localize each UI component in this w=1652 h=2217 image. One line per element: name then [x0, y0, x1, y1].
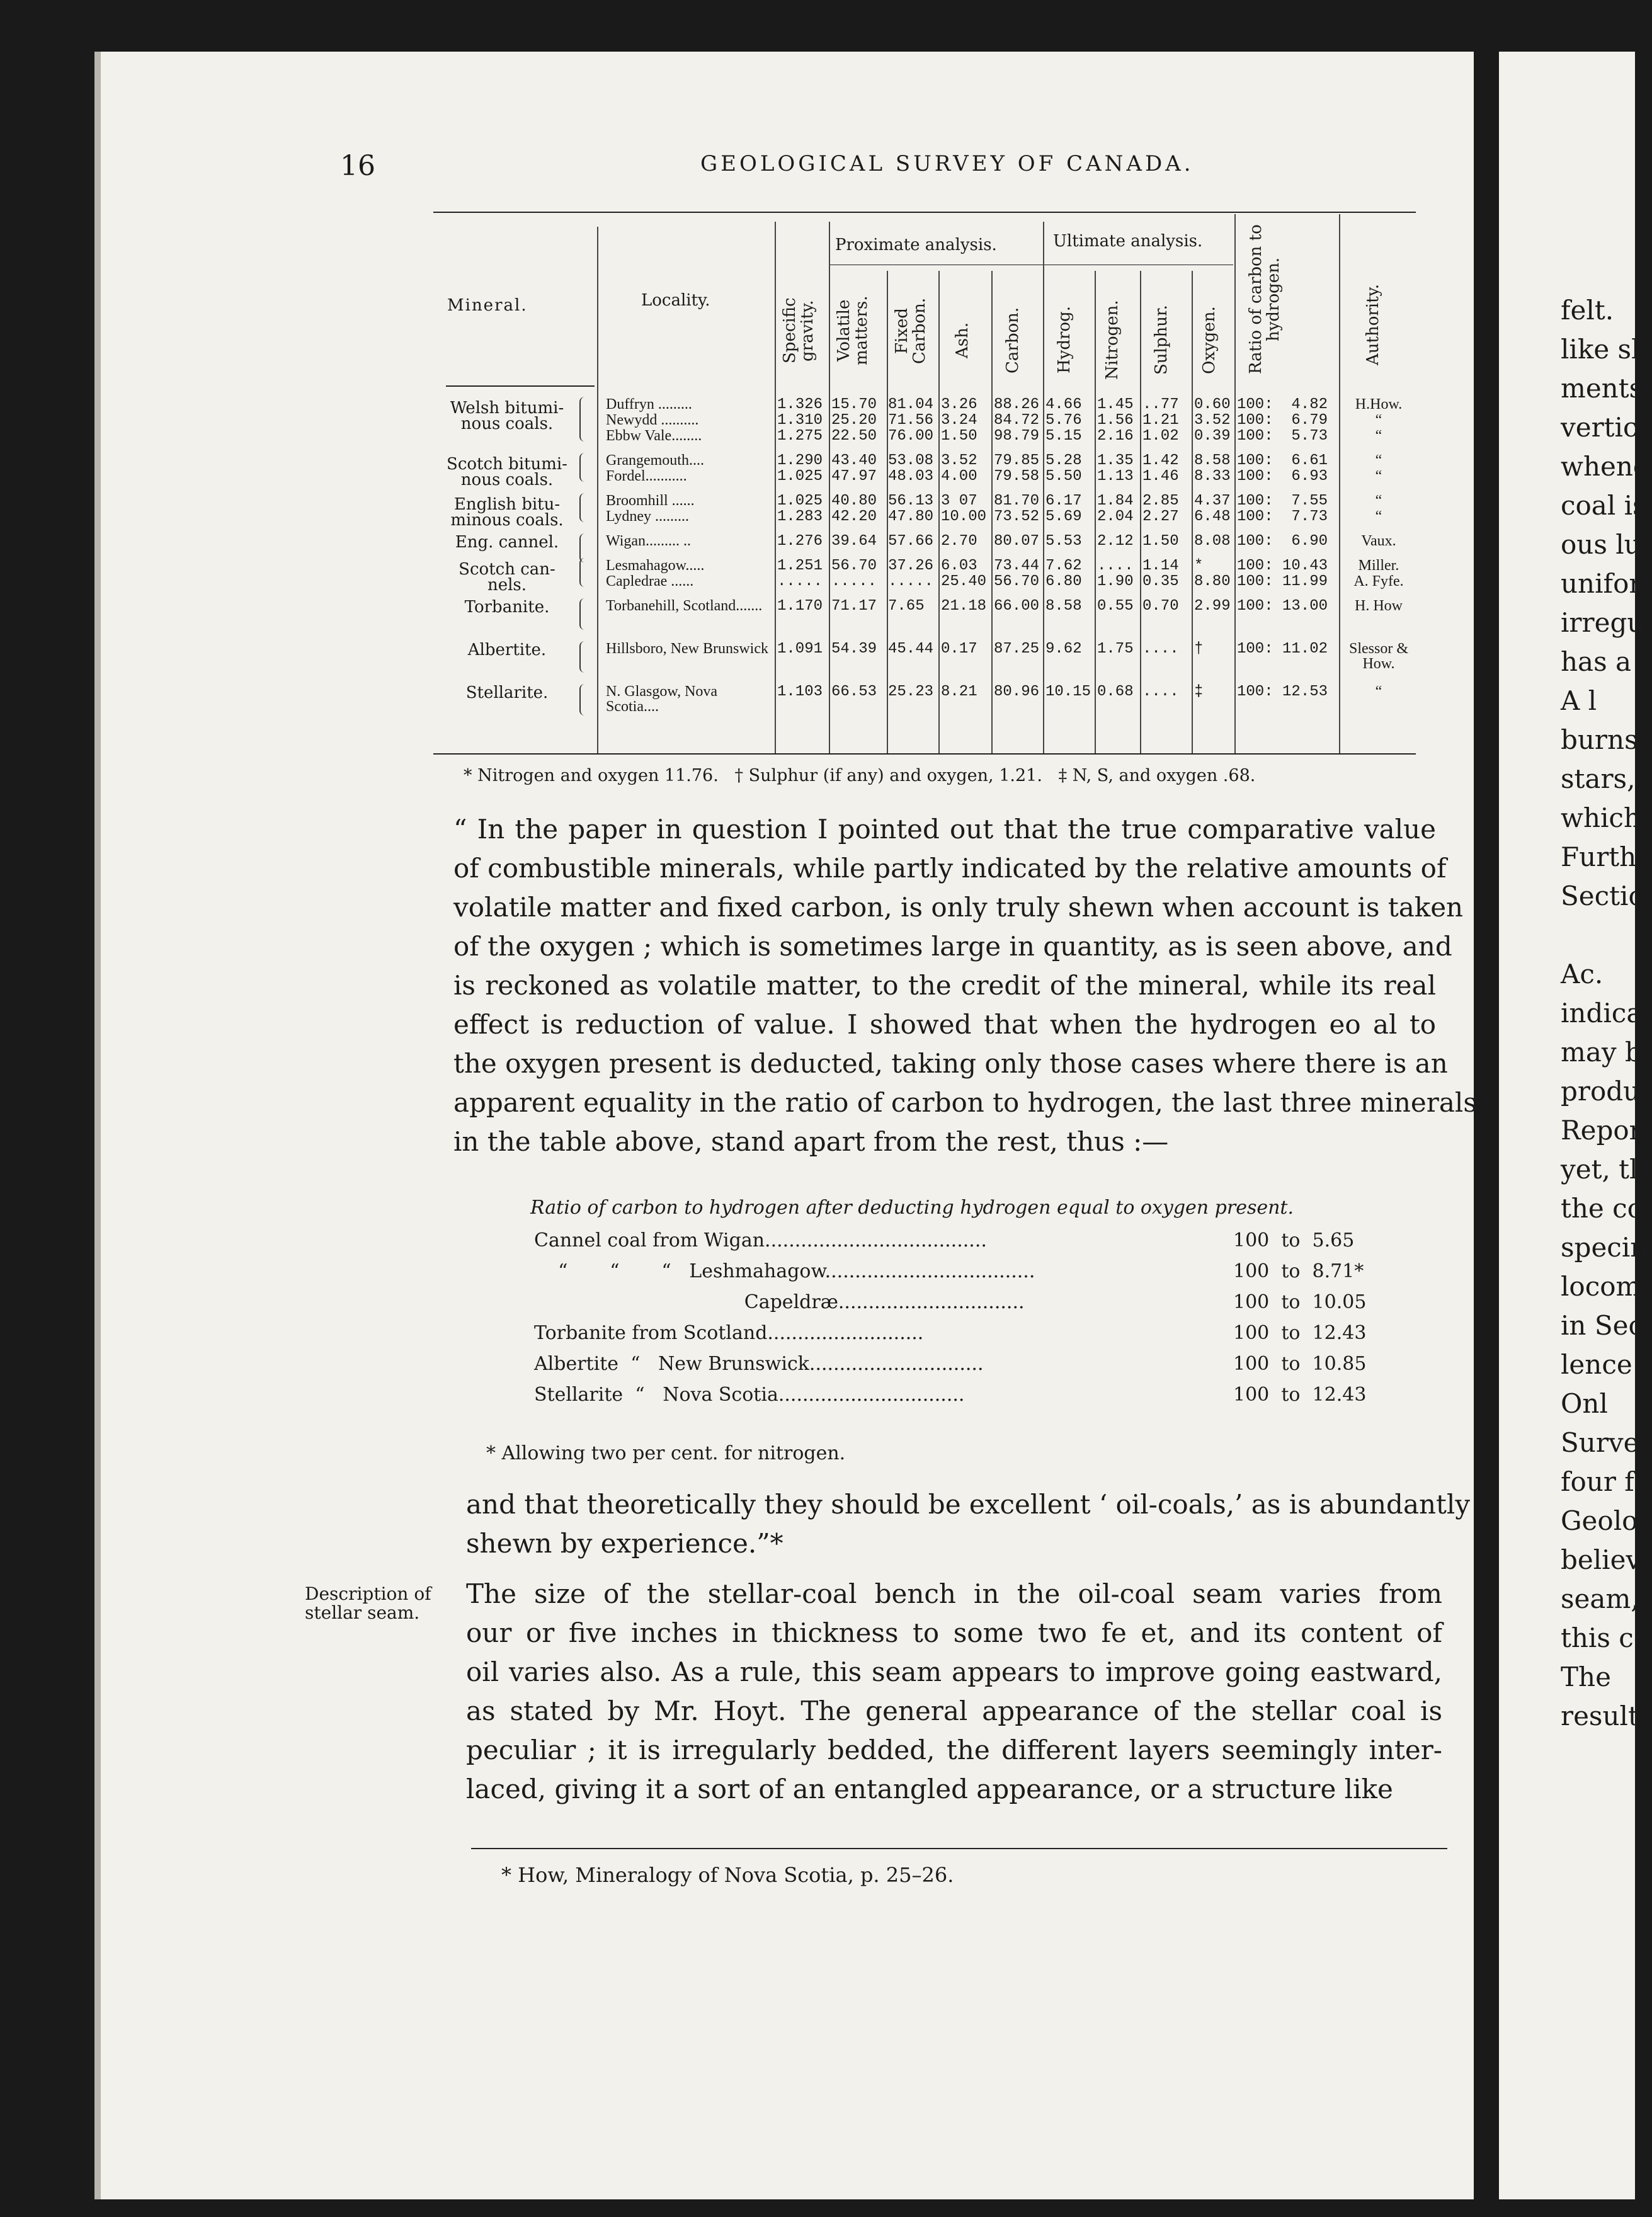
facing-text-line: specin	[1561, 1232, 1648, 1263]
cell-c: 56.70	[994, 573, 1040, 590]
quoted-paragraph	[453, 810, 1477, 1161]
facing-text-line: like sl	[1561, 334, 1640, 365]
cell-c: 87.25	[994, 641, 1040, 658]
facing-text-line: produ	[1561, 1076, 1641, 1107]
cell-c: 79.58	[994, 468, 1040, 485]
cell-n: 1.90	[1097, 573, 1134, 590]
cell-sg: 1.025	[777, 493, 823, 510]
facing-text-line	[1561, 916, 1652, 955]
text-line: oil varies also. As a rule, this seam appears to improve going eastward,	[466, 1656, 1442, 1687]
header-oxygen: Oxygen.	[1200, 306, 1219, 374]
authority-cell: Miller.	[1358, 557, 1399, 574]
locality-cell: Grangemouth....	[606, 452, 704, 469]
text-line: of combustible minerals, while partly indicated by the relative amounts of	[453, 853, 1447, 884]
ratio-row	[534, 1229, 1391, 1255]
text-line: and that theoretically they should be excellent ‘ oil-coals,’ as is abundantly	[466, 1489, 1471, 1520]
cell-sg: 1.283	[777, 508, 823, 525]
cell-h: 9.62	[1045, 641, 1082, 658]
facing-text-line: A l	[1561, 685, 1597, 716]
brace-icon	[579, 493, 590, 522]
text-line: shewn by experience.”*	[466, 1528, 783, 1559]
ratio-row	[534, 1384, 1391, 1409]
locality-cell: Broomhill ......	[606, 493, 695, 509]
ratio-row	[534, 1260, 1391, 1285]
text-line: as stated by Mr. Hoyt. The general appearance of the stellar coal is	[466, 1696, 1442, 1726]
locality-cell: Fordel...........	[606, 468, 687, 484]
cell-ash: 10.00	[941, 508, 987, 525]
cell-o: 8.58	[1194, 452, 1231, 469]
text-line: peculiar ; it is irregularly bedded, the different layers seemingly inter-	[466, 1735, 1442, 1765]
header-specific-gravity: Specific gravity.	[780, 297, 817, 364]
ratio-value: 100 to 8.71*	[1233, 1260, 1364, 1282]
cell-ash: 21.18	[941, 598, 987, 615]
cell-sg: 1.310	[777, 412, 823, 429]
locality-cell: Hillsboro, New Brunswick	[606, 641, 768, 657]
brace-icon	[579, 558, 590, 587]
cell-vol: 15.70	[831, 396, 877, 413]
cell-ratio: 100: 6.93	[1237, 468, 1328, 485]
facing-text-line: Furth	[1561, 841, 1637, 872]
cell-h: 5.69	[1045, 508, 1082, 525]
cell-o: 3.52	[1194, 412, 1231, 429]
cell-n: ....	[1097, 557, 1134, 574]
facing-text-line: has a	[1561, 646, 1632, 677]
cell-s: 1.50	[1142, 533, 1179, 550]
cell-n: 0.68	[1097, 683, 1134, 700]
facing-text-line: Ac.	[1561, 959, 1604, 989]
cell-s: ....	[1142, 683, 1179, 700]
cell-o: 8.33	[1194, 468, 1231, 485]
cell-vol: 66.53	[831, 683, 877, 700]
cell-h: 5.28	[1045, 452, 1082, 469]
ratio-label: “ “ “ Leshmahagow...................................	[534, 1260, 1035, 1282]
cell-h: 5.50	[1045, 468, 1082, 485]
cell-n: 1.35	[1097, 452, 1134, 469]
cell-c: 98.79	[994, 428, 1040, 445]
cell-ratio: 100: 13.00	[1237, 598, 1328, 615]
page-footnote: * How, Mineralogy of Nova Scotia, p. 25–26.	[501, 1863, 954, 1887]
facing-text-line: believ	[1561, 1544, 1641, 1575]
cell-sg: 1.251	[777, 557, 823, 574]
cell-n: 1.75	[1097, 641, 1134, 658]
cell-c: 81.70	[994, 493, 1040, 510]
ratio-value: 100 to 12.43	[1233, 1384, 1367, 1406]
cell-c: 88.26	[994, 396, 1040, 413]
facing-text-line: which	[1561, 802, 1641, 833]
cell-ash: 3 07	[941, 493, 977, 510]
facing-text-line: coal is	[1561, 490, 1646, 521]
cell-o: 8.80	[1194, 573, 1231, 590]
cell-sg: 1.290	[777, 452, 823, 469]
cell-h: 6.80	[1045, 573, 1082, 590]
brace-icon	[579, 453, 590, 482]
facing-text-line: indica	[1561, 998, 1643, 1029]
text-line: laced, giving it a sort of an entangled appearance, or a structure like	[466, 1774, 1393, 1804]
cell-c: 73.52	[994, 508, 1040, 525]
cell-o: 4.37	[1194, 493, 1231, 510]
facing-text-line: Onl	[1561, 1388, 1608, 1419]
text-line: our or five inches in thickness to some two fe et, and its content of	[466, 1617, 1442, 1648]
text-line: apparent equality in the ratio of carbon to hydrogen, the last three minerals	[453, 1087, 1477, 1118]
cell-ash: 3.26	[941, 396, 977, 413]
cell-sg: .....	[777, 573, 823, 590]
cell-n: 2.12	[1097, 533, 1134, 550]
cell-vol: 71.17	[831, 598, 877, 615]
cell-n: 1.45	[1097, 396, 1134, 413]
ratio-label: Albertite “ New Brunswick.............................	[534, 1353, 984, 1375]
cell-ash: 3.52	[941, 452, 977, 469]
cell-h: 5.53	[1045, 533, 1082, 550]
cell-fix: 76.00	[888, 428, 934, 445]
authority-cell: H.How.	[1355, 396, 1403, 413]
cell-ash: 6.03	[941, 557, 977, 574]
facing-text-line: Surve	[1561, 1427, 1639, 1458]
header-proximate: Proximate analysis.	[835, 236, 997, 254]
cell-c: 80.96	[994, 683, 1040, 700]
cell-vol: 47.97	[831, 468, 877, 485]
cell-ratio: 100: 11.02	[1237, 641, 1328, 658]
header-ultimate: Ultimate analysis.	[1053, 232, 1203, 251]
cell-o: 8.08	[1194, 533, 1231, 550]
facing-page-text	[1561, 291, 1652, 1736]
facing-text-line: ments	[1561, 373, 1643, 404]
cell-h: 5.15	[1045, 428, 1082, 445]
authority-cell: “	[1375, 412, 1382, 428]
cell-o: *	[1194, 557, 1204, 574]
facing-text-line: seam,	[1561, 1583, 1639, 1614]
cell-sg: 1.326	[777, 396, 823, 413]
ratio-value: 100 to 12.43	[1233, 1322, 1367, 1344]
locality-cell: Newydd ..........	[606, 412, 699, 428]
header-volatile: Volatile matters.	[835, 295, 871, 366]
closing-quote	[466, 1485, 1471, 1563]
margin-note: Description of stellar seam.	[305, 1583, 431, 1623]
header-locality: Locality.	[641, 291, 710, 310]
ratio-footnote: * Allowing two per cent. for nitrogen.	[486, 1442, 846, 1464]
facing-page	[1499, 52, 1652, 2199]
cell-c: 80.07	[994, 533, 1040, 550]
brace-icon	[579, 641, 590, 673]
cell-ash: 3.24	[941, 412, 977, 429]
mineral-cell: Scotch bitumi- nous coals.	[447, 455, 567, 489]
cell-fix: 37.26	[888, 557, 934, 574]
ratio-value: 100 to 10.85	[1233, 1353, 1367, 1375]
facing-text-line: vertic	[1561, 412, 1638, 443]
facing-text-line: burns	[1561, 724, 1638, 755]
cell-s: 0.70	[1142, 598, 1179, 615]
cell-c: 79.85	[994, 452, 1040, 469]
cell-s: 2.27	[1142, 508, 1179, 525]
facing-text-line: in Sec	[1561, 1310, 1643, 1341]
facing-text-line: felt.	[1561, 295, 1614, 326]
cell-o: ‡	[1194, 683, 1204, 700]
page-number: 16	[340, 150, 375, 182]
facing-text-line: Geolo	[1561, 1505, 1638, 1536]
cell-fix: 56.13	[888, 493, 934, 510]
cell-s: 1.46	[1142, 468, 1179, 485]
ratio-label: Cannel coal from Wigan.....................................	[534, 1229, 987, 1251]
locality-cell: Capledrae ......	[606, 573, 694, 590]
running-title: GEOLOGICAL SURVEY OF CANADA.	[700, 151, 1194, 176]
text-line: effect is reduction of value. I showed that when the hydrogen eo al to	[453, 1009, 1436, 1040]
locality-cell: Ebbw Vale........	[606, 428, 702, 444]
text-line: of the oxygen ; which is sometimes large in quantity, as is seen above, and	[453, 931, 1452, 962]
facing-text-line: whenc	[1561, 451, 1648, 482]
authority-cell: Vaux.	[1361, 533, 1396, 549]
cell-s: 1.02	[1142, 428, 1179, 445]
cell-h: 5.76	[1045, 412, 1082, 429]
cell-o: 0.39	[1194, 428, 1231, 445]
cell-s: 1.14	[1142, 557, 1179, 574]
ratio-label: Stellarite “ Nova Scotia...............................	[534, 1384, 965, 1406]
cell-ratio: 100: 11.99	[1237, 573, 1328, 590]
text-line: volatile matter and fixed carbon, is only truly shewn when account is taken	[453, 892, 1464, 923]
facing-text-line: Sectic	[1561, 881, 1643, 911]
header-ratio: Ratio of carbon to hydrogen.	[1246, 224, 1283, 374]
cell-c: 73.44	[994, 557, 1040, 574]
cell-h: 6.17	[1045, 493, 1082, 510]
ratio-caption: Ratio of carbon to hydrogen after deducting hydrogen equal to oxygen present.	[530, 1197, 1294, 1219]
cell-vol: 25.20	[831, 412, 877, 429]
facing-text-line: stars,	[1561, 763, 1636, 794]
cell-s: ....	[1142, 641, 1179, 658]
text-line: in the table above, stand apart from the rest, thus :—	[453, 1126, 1169, 1157]
cell-o: †	[1194, 641, 1204, 658]
cell-s: 2.85	[1142, 493, 1179, 510]
mineral-cell: Eng. cannel.	[455, 533, 559, 552]
locality-cell: Wigan......... ..	[606, 533, 692, 549]
cell-ratio: 100: 10.43	[1237, 557, 1328, 574]
cell-fix: .....	[888, 573, 934, 590]
cell-sg: 1.275	[777, 428, 823, 445]
locality-cell: Lydney .........	[606, 508, 689, 525]
mineral-cell: English bitu- minous coals.	[450, 495, 564, 530]
authority-cell: A. Fyfe.	[1353, 573, 1404, 590]
table-footnote: * Nitrogen and oxygen 11.76. † Sulphur (if any) and oxygen, 1.21. ‡ N, S, and oxygen .68.	[464, 766, 1256, 785]
cell-h: 8.58	[1045, 598, 1082, 615]
authority-cell: “	[1375, 428, 1382, 444]
cell-ash: 4.00	[941, 468, 977, 485]
cell-ratio: 100: 4.82	[1237, 396, 1328, 413]
cell-vol: 40.80	[831, 493, 877, 510]
cell-vol: 22.50	[831, 428, 877, 445]
cell-s: 0.35	[1142, 573, 1179, 590]
mineral-cell: Torbanite.	[464, 598, 550, 617]
cell-ratio: 100: 12.53	[1237, 683, 1328, 700]
cell-fix: 53.08	[888, 452, 934, 469]
cell-fix: 25.23	[888, 683, 934, 700]
locality-cell: N. Glasgow, Nova Scotia....	[606, 683, 718, 715]
brace-icon	[579, 397, 590, 442]
ratio-label: Torbanite from Scotland..........................	[534, 1322, 924, 1344]
facing-text-line: four fe	[1561, 1466, 1650, 1497]
cell-h: 4.66	[1045, 396, 1082, 413]
cell-o: 0.60	[1194, 396, 1231, 413]
header-hydrog: Hydrog.	[1055, 306, 1074, 374]
cell-ratio: 100: 7.73	[1237, 508, 1328, 525]
cell-h: 10.15	[1045, 683, 1091, 700]
authority-cell: H. How	[1355, 598, 1403, 614]
cell-vol: 54.39	[831, 641, 877, 658]
cell-vol: .....	[831, 573, 877, 590]
cell-vol: 43.40	[831, 452, 877, 469]
cell-ratio: 100: 6.90	[1237, 533, 1328, 550]
text-line: The size of the stellar-coal bench in the oil-coal seam varies from	[466, 1578, 1442, 1609]
header-fixed-carbon: Fixed Carbon.	[892, 297, 929, 364]
authority-cell: “	[1375, 468, 1382, 484]
authority-cell: “	[1375, 452, 1382, 469]
ratio-label: Capeldræ...............................	[534, 1291, 1025, 1313]
cell-n: 2.04	[1097, 508, 1134, 525]
cell-sg: 1.170	[777, 598, 823, 615]
authority-cell: “	[1375, 493, 1382, 509]
cell-o: 2.99	[1194, 598, 1231, 615]
ratio-row	[534, 1353, 1391, 1378]
facing-text-line: this co	[1561, 1622, 1650, 1653]
ratio-row	[534, 1322, 1391, 1347]
cell-n: 1.56	[1097, 412, 1134, 429]
facing-text-line: Repor	[1561, 1115, 1642, 1146]
cell-s: 1.21	[1142, 412, 1179, 429]
cell-ratio: 100: 6.61	[1237, 452, 1328, 469]
facing-text-line: locom	[1561, 1271, 1641, 1302]
mineral-cell: Scotch can- nels.	[459, 560, 555, 595]
cell-sg: 1.103	[777, 683, 823, 700]
cell-n: 0.55	[1097, 598, 1134, 615]
facing-text-line: lence	[1561, 1349, 1632, 1380]
mineral-cell: Stellarite.	[465, 683, 549, 702]
header-mineral: Mineral.	[447, 296, 528, 315]
text-line: the oxygen present is deducted, taking only those cases where there is an	[453, 1048, 1448, 1079]
cell-ash: 25.40	[941, 573, 987, 590]
facing-text-line: The	[1561, 1661, 1611, 1692]
cell-n: 2.16	[1097, 428, 1134, 445]
ratio-row	[534, 1291, 1391, 1316]
mineral-cell: Welsh bitumi- nous coals.	[450, 399, 564, 433]
cell-h: 7.62	[1045, 557, 1082, 574]
locality-cell: Torbanehill, Scotland.......	[606, 598, 763, 614]
cell-fix: 57.66	[888, 533, 934, 550]
cell-ratio: 100: 5.73	[1237, 428, 1328, 445]
facing-text-line: ous lu	[1561, 529, 1641, 560]
cell-ash: 2.70	[941, 533, 977, 550]
cell-c: 66.00	[994, 598, 1040, 615]
cell-ratio: 100: 6.79	[1237, 412, 1328, 429]
cell-sg: 1.025	[777, 468, 823, 485]
facing-text-line: results	[1561, 1701, 1652, 1731]
authority-cell: Slessor & How.	[1348, 641, 1408, 672]
facing-text-line: irregu	[1561, 607, 1644, 638]
locality-cell: Duffryn .........	[606, 396, 692, 413]
cell-n: 1.13	[1097, 468, 1134, 485]
header-sulphur: Sulphur.	[1152, 305, 1171, 375]
cell-o: 6.48	[1194, 508, 1231, 525]
cell-s: 1.42	[1142, 452, 1179, 469]
ratio-value: 100 to 10.05	[1233, 1291, 1367, 1313]
cell-c: 84.72	[994, 412, 1040, 429]
cell-fix: 45.44	[888, 641, 934, 658]
cell-vol: 56.70	[831, 557, 877, 574]
cell-n: 1.84	[1097, 493, 1134, 510]
cell-ash: 8.21	[941, 683, 977, 700]
cell-fix: 71.56	[888, 412, 934, 429]
brace-icon	[579, 684, 590, 715]
cell-sg: 1.091	[777, 641, 823, 658]
cell-vol: 39.64	[831, 533, 877, 550]
stellar-seam-paragraph	[466, 1575, 1442, 1809]
header-authority: Authority.	[1364, 283, 1382, 365]
cell-ash: 1.50	[941, 428, 977, 445]
cell-ratio: 100: 7.55	[1237, 493, 1328, 510]
authority-cell: “	[1375, 508, 1382, 525]
cell-sg: 1.276	[777, 533, 823, 550]
cell-fix: 81.04	[888, 396, 934, 413]
cell-fix: 7.65	[888, 598, 925, 615]
locality-cell: Lesmahagow.....	[606, 557, 705, 574]
header-ash: Ash.	[953, 322, 972, 358]
cell-vol: 42.20	[831, 508, 877, 525]
text-line: “ In the paper in question I pointed out that the true comparative value	[453, 814, 1436, 845]
cell-ash: 0.17	[941, 641, 977, 658]
authority-cell: “	[1375, 683, 1382, 700]
facing-text-line: may b	[1561, 1037, 1642, 1068]
facing-text-line: yet, tl	[1561, 1154, 1638, 1185]
ratio-value: 100 to 5.65	[1233, 1229, 1355, 1251]
cell-fix: 47.80	[888, 508, 934, 525]
header-carbon: Carbon.	[1003, 307, 1022, 373]
text-line: is reckoned as volatile matter, to the credit of the mineral, while its real	[453, 970, 1436, 1001]
facing-text-line: unifor	[1561, 568, 1642, 599]
header-nitrogen: Nitrogen.	[1103, 300, 1122, 380]
mineral-cell: Albertite.	[467, 641, 547, 659]
facing-text-line: the co	[1561, 1193, 1643, 1224]
cell-s: ..77	[1142, 396, 1179, 413]
cell-fix: 48.03	[888, 468, 934, 485]
brace-icon	[579, 598, 590, 630]
